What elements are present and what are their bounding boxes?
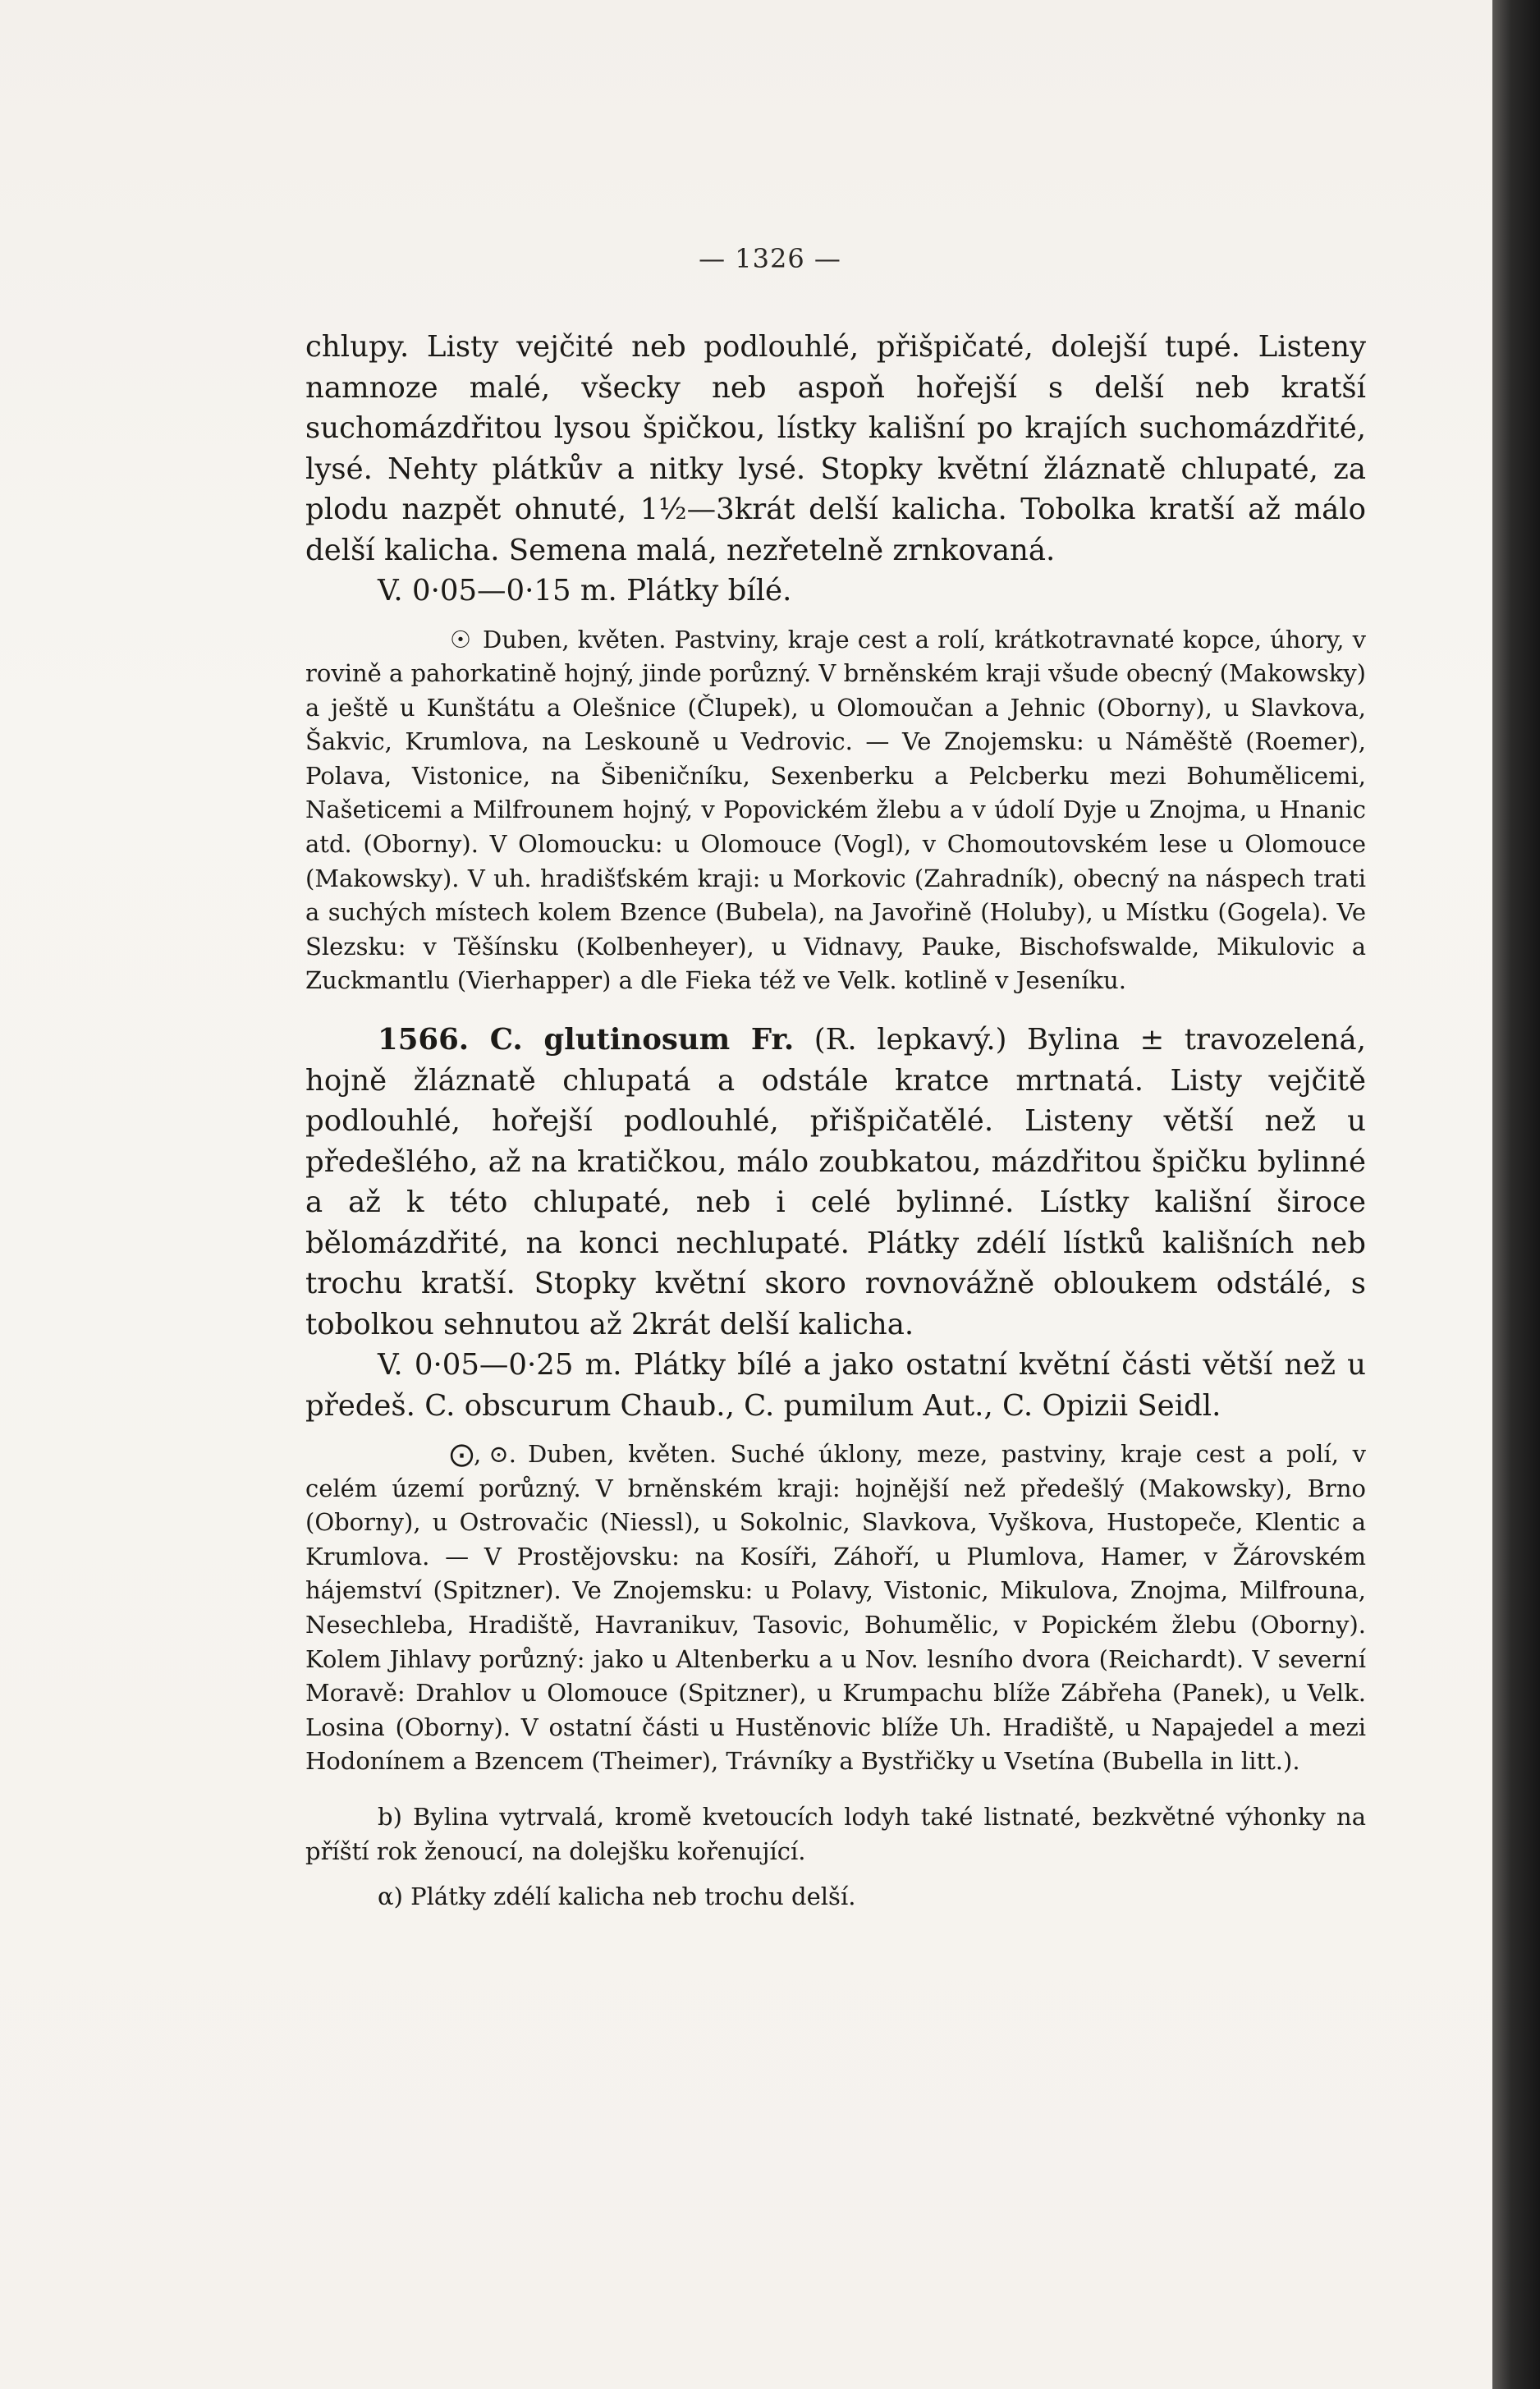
annual-plant-symbol: ☉ <box>450 625 471 653</box>
species-measure: V. 0·05—0·15 m. Plátky bílé. <box>378 574 792 608</box>
key-b-label: b) <box>378 1802 402 1831</box>
text-column <box>305 327 1366 1914</box>
key-entry-a <box>305 1880 1366 1914</box>
habitat-text-1: Duben, květen. Pastviny, kraje cest a rolí, krátkotravnaté kopce, úhory, v rovině a pahorkatině hojný, jinde porůzný. V brněnském kraji všude obecný (Makowsky) a ještě u Kunštátu a Olešnice (Člupek), u Olomoučan a Jehnic (Oborny), u Slavkova, Šakvic, Krumlova, na Leskouně u Vedrovic. — Ve Znojemsku: u Náměště (Roemer), Polava, Vistonice, na Šibeničníku, Sexenberku a Pelcberku mezi Bohumělicemi, Našeticemi a Milfrounem hojný, v Popovickém žlebu a v údolí Dyje u Znojma, u Hnanic atd. (Oborny). V Olomoucku: u Olomouce (Vogl), v Chomoutovském lese u Olomouce (Makowsky). V uh. hradišťském kraji: u Morkovic (Zahradník), obecný na náspech trati a suchých místech kolem Bzence (Bubela), na Javořině (Holuby), u Místku (Gogela). Ve Slezsku: v Těšínsku (Kolbenheyer), u Vidnavy, Pauke, Bischofswalde, Mikulovic a Zuckmantlu (Vierhapper) a dle Fieka též ve Velk. kotlině v Jeseníku. <box>305 625 1366 995</box>
habitat-paragraph-1 <box>305 623 1366 999</box>
species-1566-description: (R. lepkavý.) Bylina ± travozelená, hojně žláznatě chlupatá a odstále kratce mrtnatá. Listy vejčitě podlouhlé, hořejší podlouhlé, přišpičatělé. Listeny větší než u předešlého, až na kratičkou, málo zoubkatou, mázdřitou špičku bylinné a až k této chlupaté, neb i celé bylinné. Lístky kališní široce bělomázdřité, na konci nechlupaté. Plátky zdélí lístků kališních neb trochu kratší. Stopky květní skoro rovnovážně obloukem odstálé, s tobolkou sehnutou až 2krát delší kalicha. <box>305 1023 1366 1341</box>
species-1566-heading: 1566. C. glutinosum Fr. <box>378 1023 795 1057</box>
habitat-paragraph-2 <box>305 1438 1366 1779</box>
book-edge-shadow <box>1492 0 1540 2389</box>
page-number: — 1326 — <box>699 243 841 274</box>
species-1566-measure: V. 0·05—0·25 m. Plátky bílé a jako ostatní květní části větší než u předeš. C. obscurum Chaub., C. pumilum Aut., C. Opizii Seidl. <box>305 1348 1366 1423</box>
key-b-text: Bylina vytrvalá, kromě kvetoucích lodyh také listnaté, bezkvětné výhonky na příští rok ženoucí, na dolejšku kořenující. <box>305 1802 1367 1865</box>
key-entry-b <box>305 1800 1366 1869</box>
key-a-label: α) <box>378 1882 403 1911</box>
habitat-text-2: Duben, květen. Suché úklony, meze, pastviny, kraje cest a polí, v celém území porůzný. V brněnském kraji: hojnější než předešlý (Makowsky), Brno (Oborny), u Ostrovačic (Niessl), u Sokolnic, Slavkova, Vyškova, Hustopeče, Klentic a Krumlova. — V Prostějovsku: na Kosíři, Záhoří, u Plumlova, Hamer, v Žárovském hájemství (Spitzner). Ve Znojemsku: u Polavy, Vistonic, Mikulova, Znojma, Milfrouna, Nesechleba, Hradiště, Havranikuv, Tasovic, Bohumělic, v Popickém žlebu (Oborny). Kolem Jihlavy porůzný: jako u Altenberku a u Nov. lesního dvora (Reichardt). V severní Moravě: Drahlov u Olomouce (Spitzner), u Krumpachu blíže Zábřeha (Panek), u Velk. Losina (Oborny). V ostatní části u Hustěnovic blíže Uh. Hradiště, u Napajedel a mezi Hodonínem a Bzencem (Theimer), Trávníky a Bystřičky u Vsetína (Bubella in litt.). <box>305 1440 1366 1776</box>
key-a-text: Plátky zdélí kalicha neb trochu delší. <box>410 1882 856 1911</box>
species-description-continued: chlupy. Listy vejčité neb podlouhlé, přišpičaté, dolejší tupé. Listeny namnoze malé, všecky neb aspoň hořejší s delší neb kratší suchomázdřitou lysou špičkou, lístky kališní po krajích suchomázdřité, lysé. Nehty plátkův a nitky lysé. Stopky květní žláznatě chlupaté, za plodu nazpět ohnuté, 1½—3krát delší kalicha. Tobolka kratší až málo delší kalicha. Semena malá, nezřetelně zrnkovaná. <box>305 330 1366 567</box>
species-1566-entry <box>305 1020 1366 1345</box>
phenology-symbols: ⨀, ⊙. <box>450 1440 516 1469</box>
